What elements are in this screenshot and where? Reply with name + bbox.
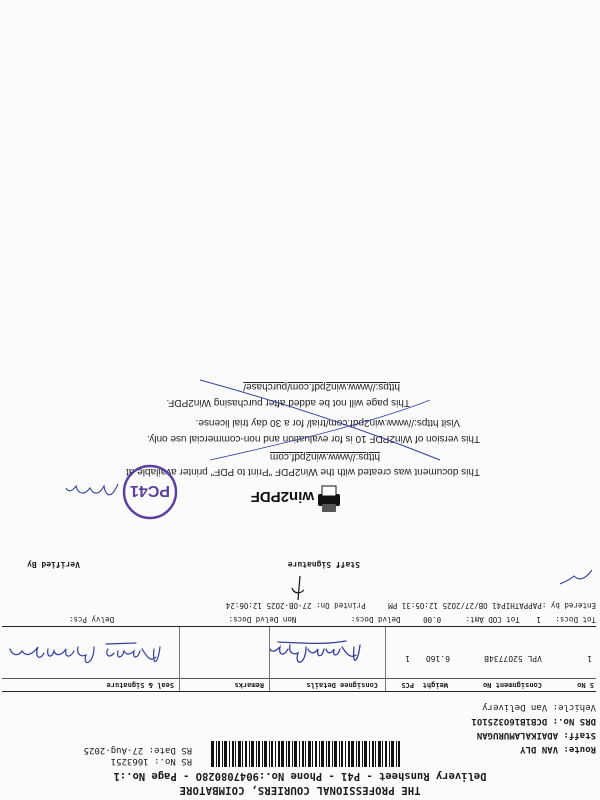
tot-cod-value: 0.00 <box>423 615 442 624</box>
entered-line <box>226 601 596 610</box>
rs-date: RS Date: 27-Aug-2025 <box>83 745 192 755</box>
th-remarks: Remarks <box>234 681 264 689</box>
watermark-line5: This page will not be added after purchasing Win2PDF. <box>166 397 410 408</box>
tot-cod-label: Tot COD Amt: <box>465 615 520 624</box>
tot-docs-label: Tot Docs: <box>555 615 596 624</box>
consignee-handwriting <box>268 635 364 675</box>
tot-docs-value: 1 <box>536 615 541 624</box>
logo-text: win2PDF <box>250 488 314 505</box>
route: Route: VAN DLY <box>520 744 596 754</box>
seal-signature <box>4 637 166 677</box>
th-sno: S No <box>577 681 594 689</box>
barcode <box>210 741 400 767</box>
verified-signature-mark <box>556 566 596 588</box>
column-divider <box>179 627 180 691</box>
staff: Staff: ADAIKALAMURUGAN <box>476 730 596 740</box>
summary-line <box>69 615 596 624</box>
drs-number: DRS No.: DCB1B16O3251O1 <box>471 716 596 726</box>
watermark-line1: This document was created with the Win2PDF "Print to PDF" printer available at <box>126 466 480 477</box>
stamp-text: PC41 <box>129 482 171 499</box>
verified-by-label: Verified By <box>27 560 80 569</box>
non-delvd-label: Non Delvd Docs: <box>228 615 297 624</box>
th-weight: Weight <box>422 681 448 689</box>
rs-number: RS No.: 1663251 <box>110 756 192 766</box>
cell-consignment: VPL 52O7734B <box>484 654 542 663</box>
delvd-docs-label: Delvd Docs: <box>350 615 401 624</box>
delvy-pcs-label: Delvy Pcs: <box>68 615 115 624</box>
th-seal: Seal & Signature <box>106 681 174 689</box>
cell-sno: 1 <box>587 654 592 663</box>
rs-info <box>84 744 192 766</box>
stamp-initials <box>62 478 122 504</box>
watermark-line4[interactable]: Visit https://www.win2pdf.com/trial/ for a 30 day trial license. <box>195 417 460 428</box>
cell-pcs: 1 <box>405 654 410 663</box>
column-divider <box>385 627 386 691</box>
cell-weight: 6.16O <box>425 654 450 663</box>
watermark-link2[interactable]: https://www.win2pdf.com/purchase/ <box>243 381 400 392</box>
th-consignment: Consignment No <box>482 681 542 689</box>
pen-scribble <box>190 370 450 470</box>
pc41-stamp <box>120 462 180 522</box>
th-consignee: Consignee Details <box>306 681 378 689</box>
staff-signature-label: Staff Signature <box>287 560 360 569</box>
staff-signature-mark <box>286 574 310 602</box>
company-title: THE PROFESSIONAL COURIERS, COIMBATORE <box>179 784 421 796</box>
vehicle: Vehicle: Van Delivery <box>482 702 596 712</box>
consignment-table <box>2 626 596 692</box>
runsheet-subtitle: Delivery Runsheet - P41 - Phone No.:904708028O - Page No.:1 <box>113 770 487 782</box>
printed-on: Printed On: 27-OB-2O25 12:O6:24 <box>225 601 366 610</box>
watermark-link1[interactable]: https://www.win2pdf.com <box>269 451 380 462</box>
watermark-line3: This version of Win2PDF 10 is for evaluation and non-commercial use only. <box>147 433 480 444</box>
entered-by: Entered by :PAPPATHIP41 OB/27/2O25 12:O5:31 PM <box>388 601 596 610</box>
header-divider <box>2 678 596 679</box>
th-pcs: PCS <box>401 681 414 689</box>
win2pdf-logo <box>246 480 342 516</box>
